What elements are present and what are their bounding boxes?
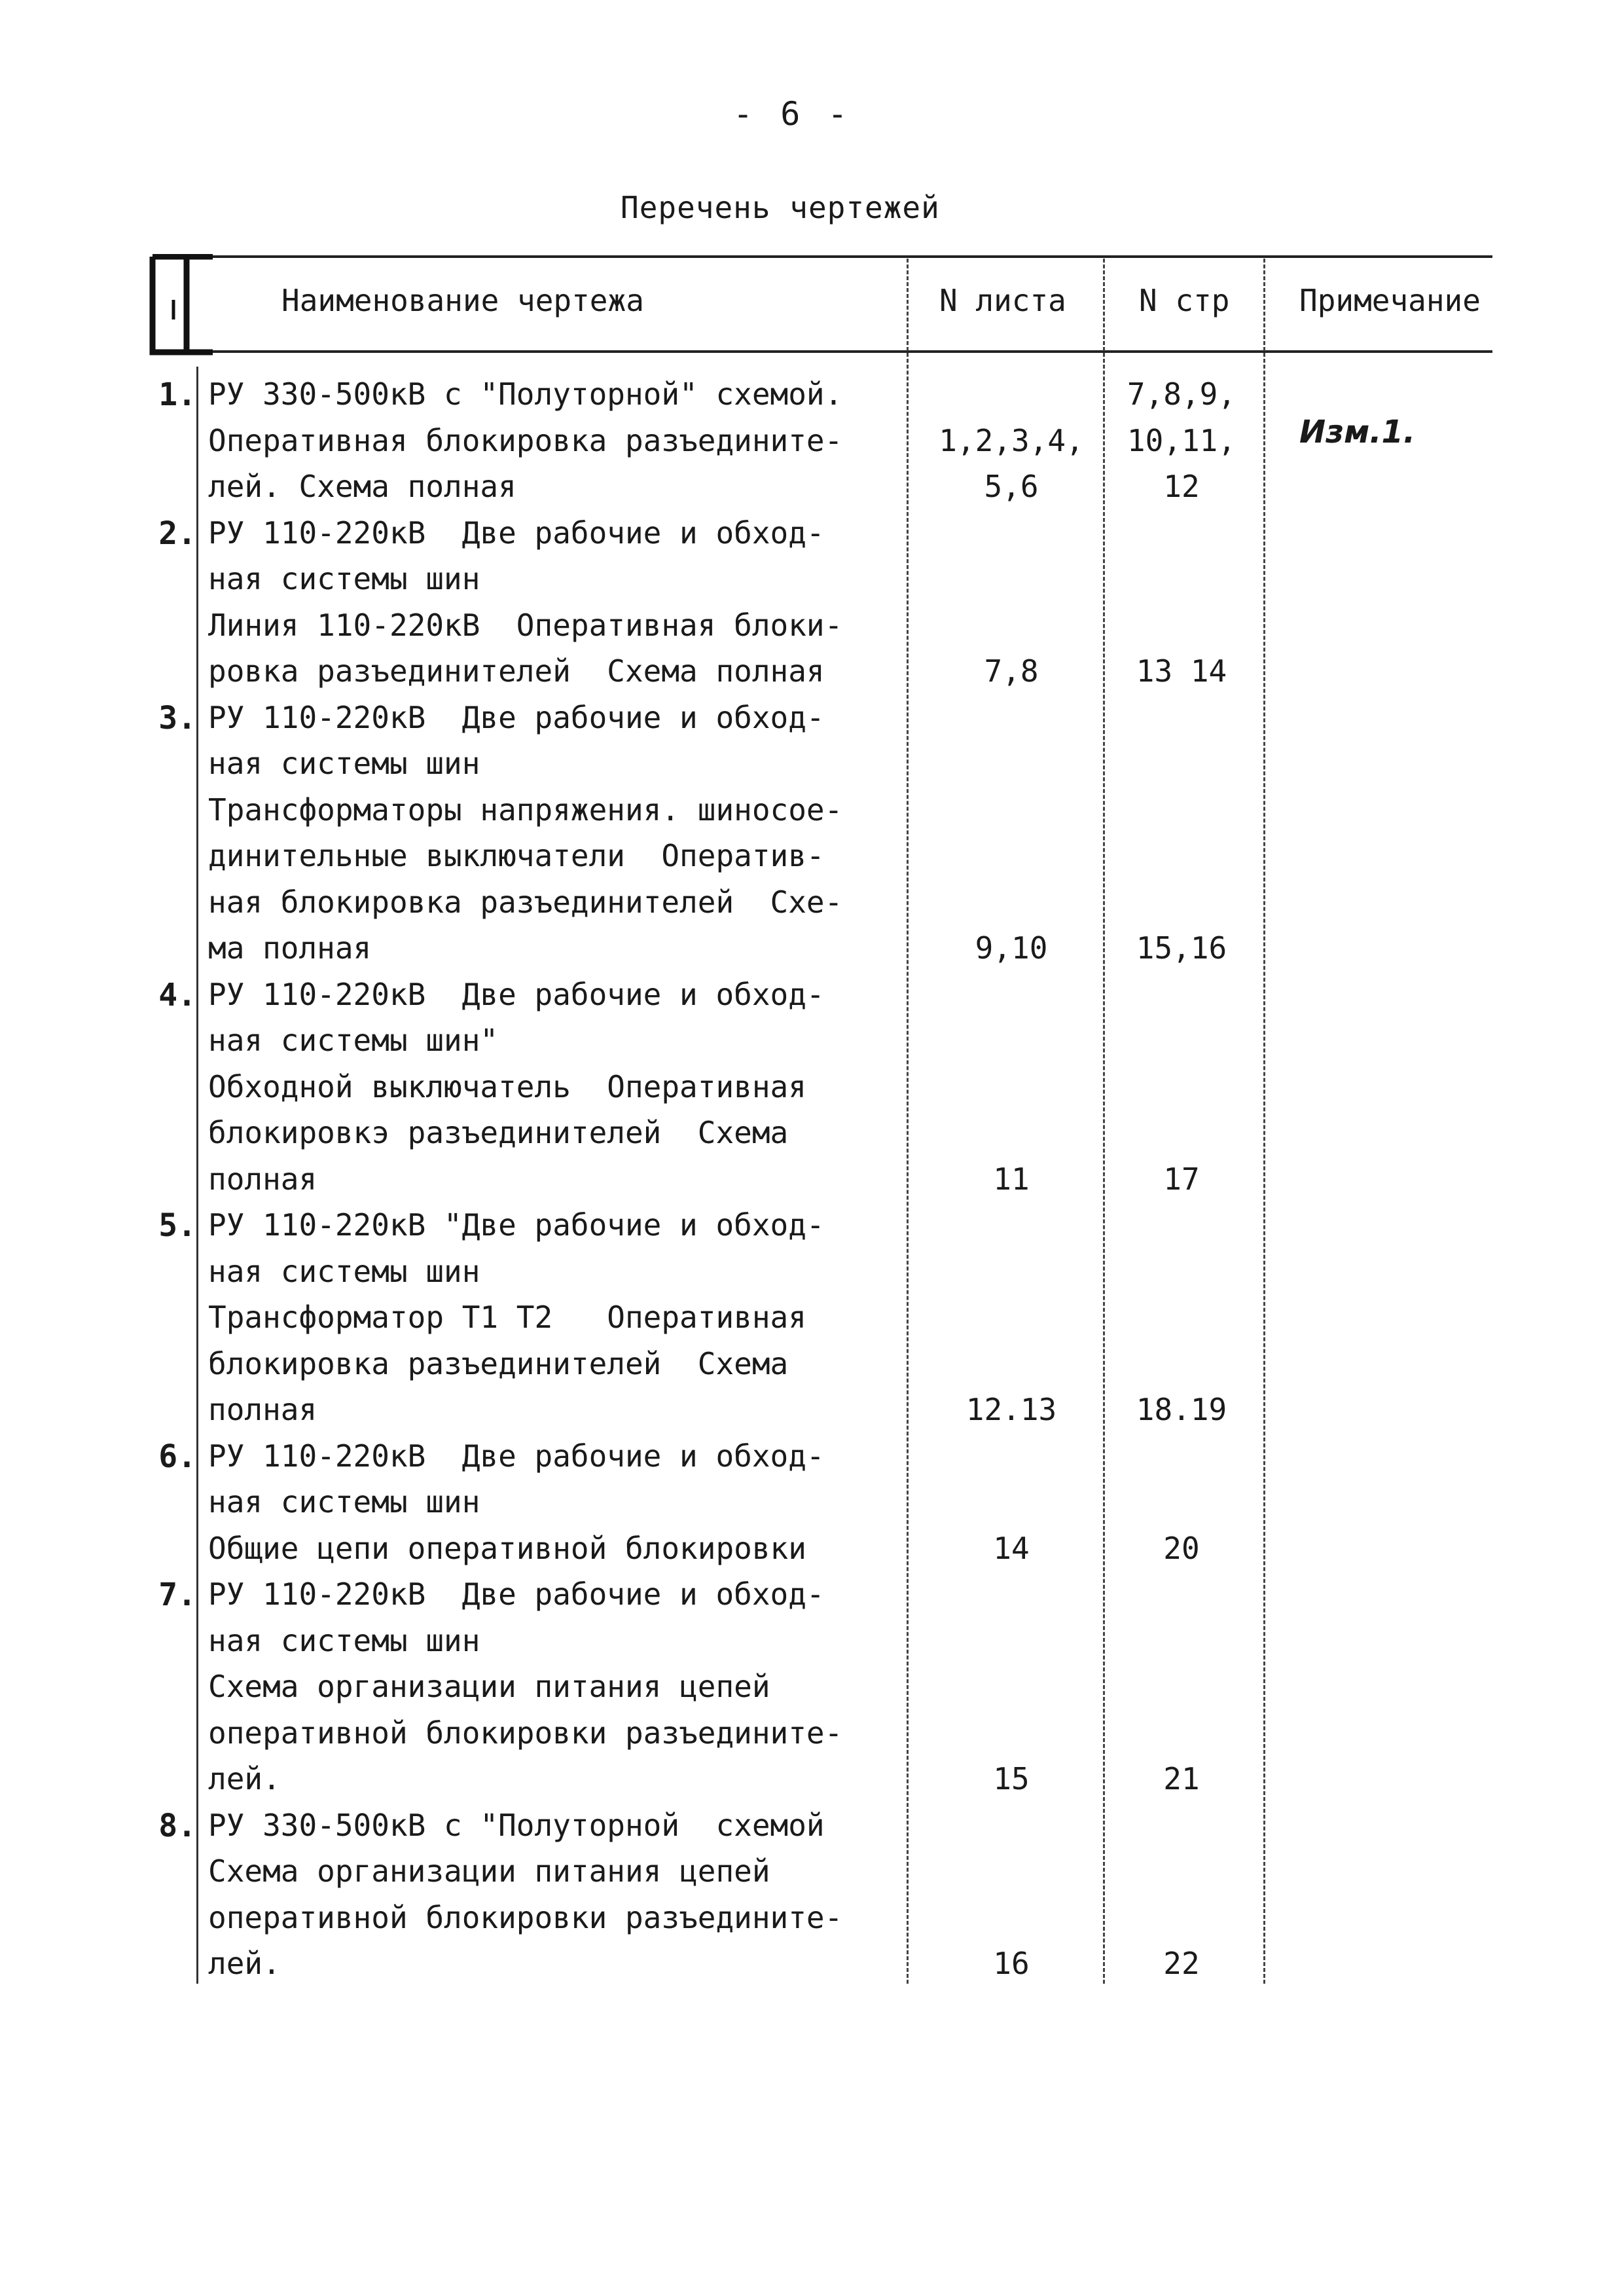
item-name-line: оперативной блокировки разъедините- (208, 1899, 843, 1935)
note-cell: Изм.1. (1299, 414, 1416, 450)
item-sheet-number: 9,10 (975, 930, 1048, 966)
item-sheet-number: 14 (993, 1530, 1030, 1566)
item-page-number: 17 (1163, 1161, 1200, 1197)
item-page-number: 15,16 (1136, 930, 1227, 966)
item-name-line: Оперативная блокировка разъедините- (208, 422, 843, 458)
page-title: Перечень чертежей (621, 190, 940, 225)
item-name-line: полная (208, 1392, 317, 1427)
column-divider-sheet (907, 259, 909, 1984)
item-name-line: РУ 110-220кВ Две рабочие и обход- (208, 1438, 825, 1474)
item-number: 6. (158, 1438, 196, 1475)
item-name-line: полная (208, 1161, 317, 1197)
table-header-rule (154, 350, 1492, 353)
item-page-number: 10,11, (1127, 422, 1236, 458)
item-name-line: динительные выключатели Оператив- (208, 838, 825, 873)
item-name-line: РУ 110-220кВ "Две рабочие и обход- (208, 1207, 825, 1243)
item-name-line: РУ 110-220кВ Две рабочие и обход- (208, 1576, 825, 1612)
item-name-line: РУ 330-500кВ с "Полуторной" схемой. (208, 376, 843, 412)
item-name-line: блокировкэ разъединителей Схема (208, 1115, 789, 1150)
item-page-number: 12 (1163, 469, 1200, 504)
item-page-number: 18.19 (1136, 1392, 1227, 1427)
corner-bracket-mark (147, 254, 226, 359)
item-name-line: РУ 110-220кВ Две рабочие и обход- (208, 515, 825, 551)
item-page-number: 7,8,9, (1127, 376, 1236, 412)
item-name-line: ная системы шин (208, 1622, 480, 1658)
item-name-line: ная системы шин" (208, 1023, 499, 1058)
item-number: 4. (158, 976, 196, 1013)
item-name-line: ная системы шин (208, 561, 480, 596)
item-name-line: ная системы шин (208, 1484, 480, 1520)
item-name-line: РУ 330-500кВ с "Полуторной схемой (208, 1807, 825, 1843)
item-sheet-number: 5,6 (984, 469, 1039, 504)
item-sheet-number: 1,2,3,4, (939, 422, 1084, 458)
page-number: - 6 - (733, 95, 852, 133)
column-divider-note (1263, 259, 1265, 1984)
item-sheet-number: 15 (993, 1761, 1030, 1796)
item-name-line: Линия 110-220кВ Оперативная блоки- (208, 607, 843, 643)
item-name-line: ровка разъединителей Схема полная (208, 653, 825, 689)
header-name: Наименование чертежа (281, 283, 644, 318)
item-name-line: Схема организации питания цепей (208, 1853, 770, 1889)
item-name-line: ная системы шин (208, 1253, 480, 1289)
item-sheet-number: 16 (993, 1946, 1030, 1981)
item-sheet-number: 12.13 (965, 1392, 1057, 1427)
item-page-number: 13 14 (1136, 653, 1227, 689)
item-sheet-number: 7,8 (984, 653, 1039, 689)
item-page-number: 21 (1163, 1761, 1200, 1796)
item-number: 2. (158, 515, 196, 552)
item-name-line: ма полная (208, 930, 372, 966)
table-top-rule (154, 255, 1492, 258)
header-sheet: N листа (939, 283, 1066, 318)
item-page-number: 20 (1163, 1530, 1200, 1566)
column-divider-num (196, 367, 198, 1984)
item-number: 8. (158, 1807, 196, 1844)
item-name-line: лей. (208, 1761, 281, 1796)
header-note: Примечание (1299, 283, 1481, 318)
item-name-line: лей. Схема полная (208, 469, 516, 504)
item-number: 5. (158, 1207, 196, 1244)
item-name-line: оперативной блокировки разъедините- (208, 1715, 843, 1751)
item-name-line: РУ 110-220кВ Две рабочие и обход- (208, 976, 825, 1012)
item-name-line: ная системы шин (208, 746, 480, 781)
item-page-number: 22 (1163, 1946, 1200, 1981)
column-divider-page (1103, 259, 1105, 1984)
item-name-line: Трансформаторы напряжения. шиносое- (208, 792, 843, 828)
item-name-line: Трансформатор Т1 Т2 Оперативная (208, 1300, 806, 1335)
item-name-line: Обходной выключатель Оперативная (208, 1068, 806, 1104)
item-number: 3. (158, 699, 196, 737)
item-number: 1. (158, 376, 196, 413)
item-number: 7. (158, 1576, 196, 1613)
item-name-line: Схема организации питания цепей (208, 1669, 770, 1704)
item-name-line: лей. (208, 1946, 281, 1981)
item-sheet-number: 11 (993, 1161, 1030, 1197)
item-name-line: Общие цепи оперативной блокировки (208, 1530, 806, 1566)
item-name-line: РУ 110-220кВ Две рабочие и обход- (208, 699, 825, 735)
item-name-line: ная блокировка разъединителей Схе- (208, 884, 843, 920)
item-name-line: блокировка разъединителей Схема (208, 1345, 789, 1381)
header-page: N стр (1139, 283, 1230, 318)
